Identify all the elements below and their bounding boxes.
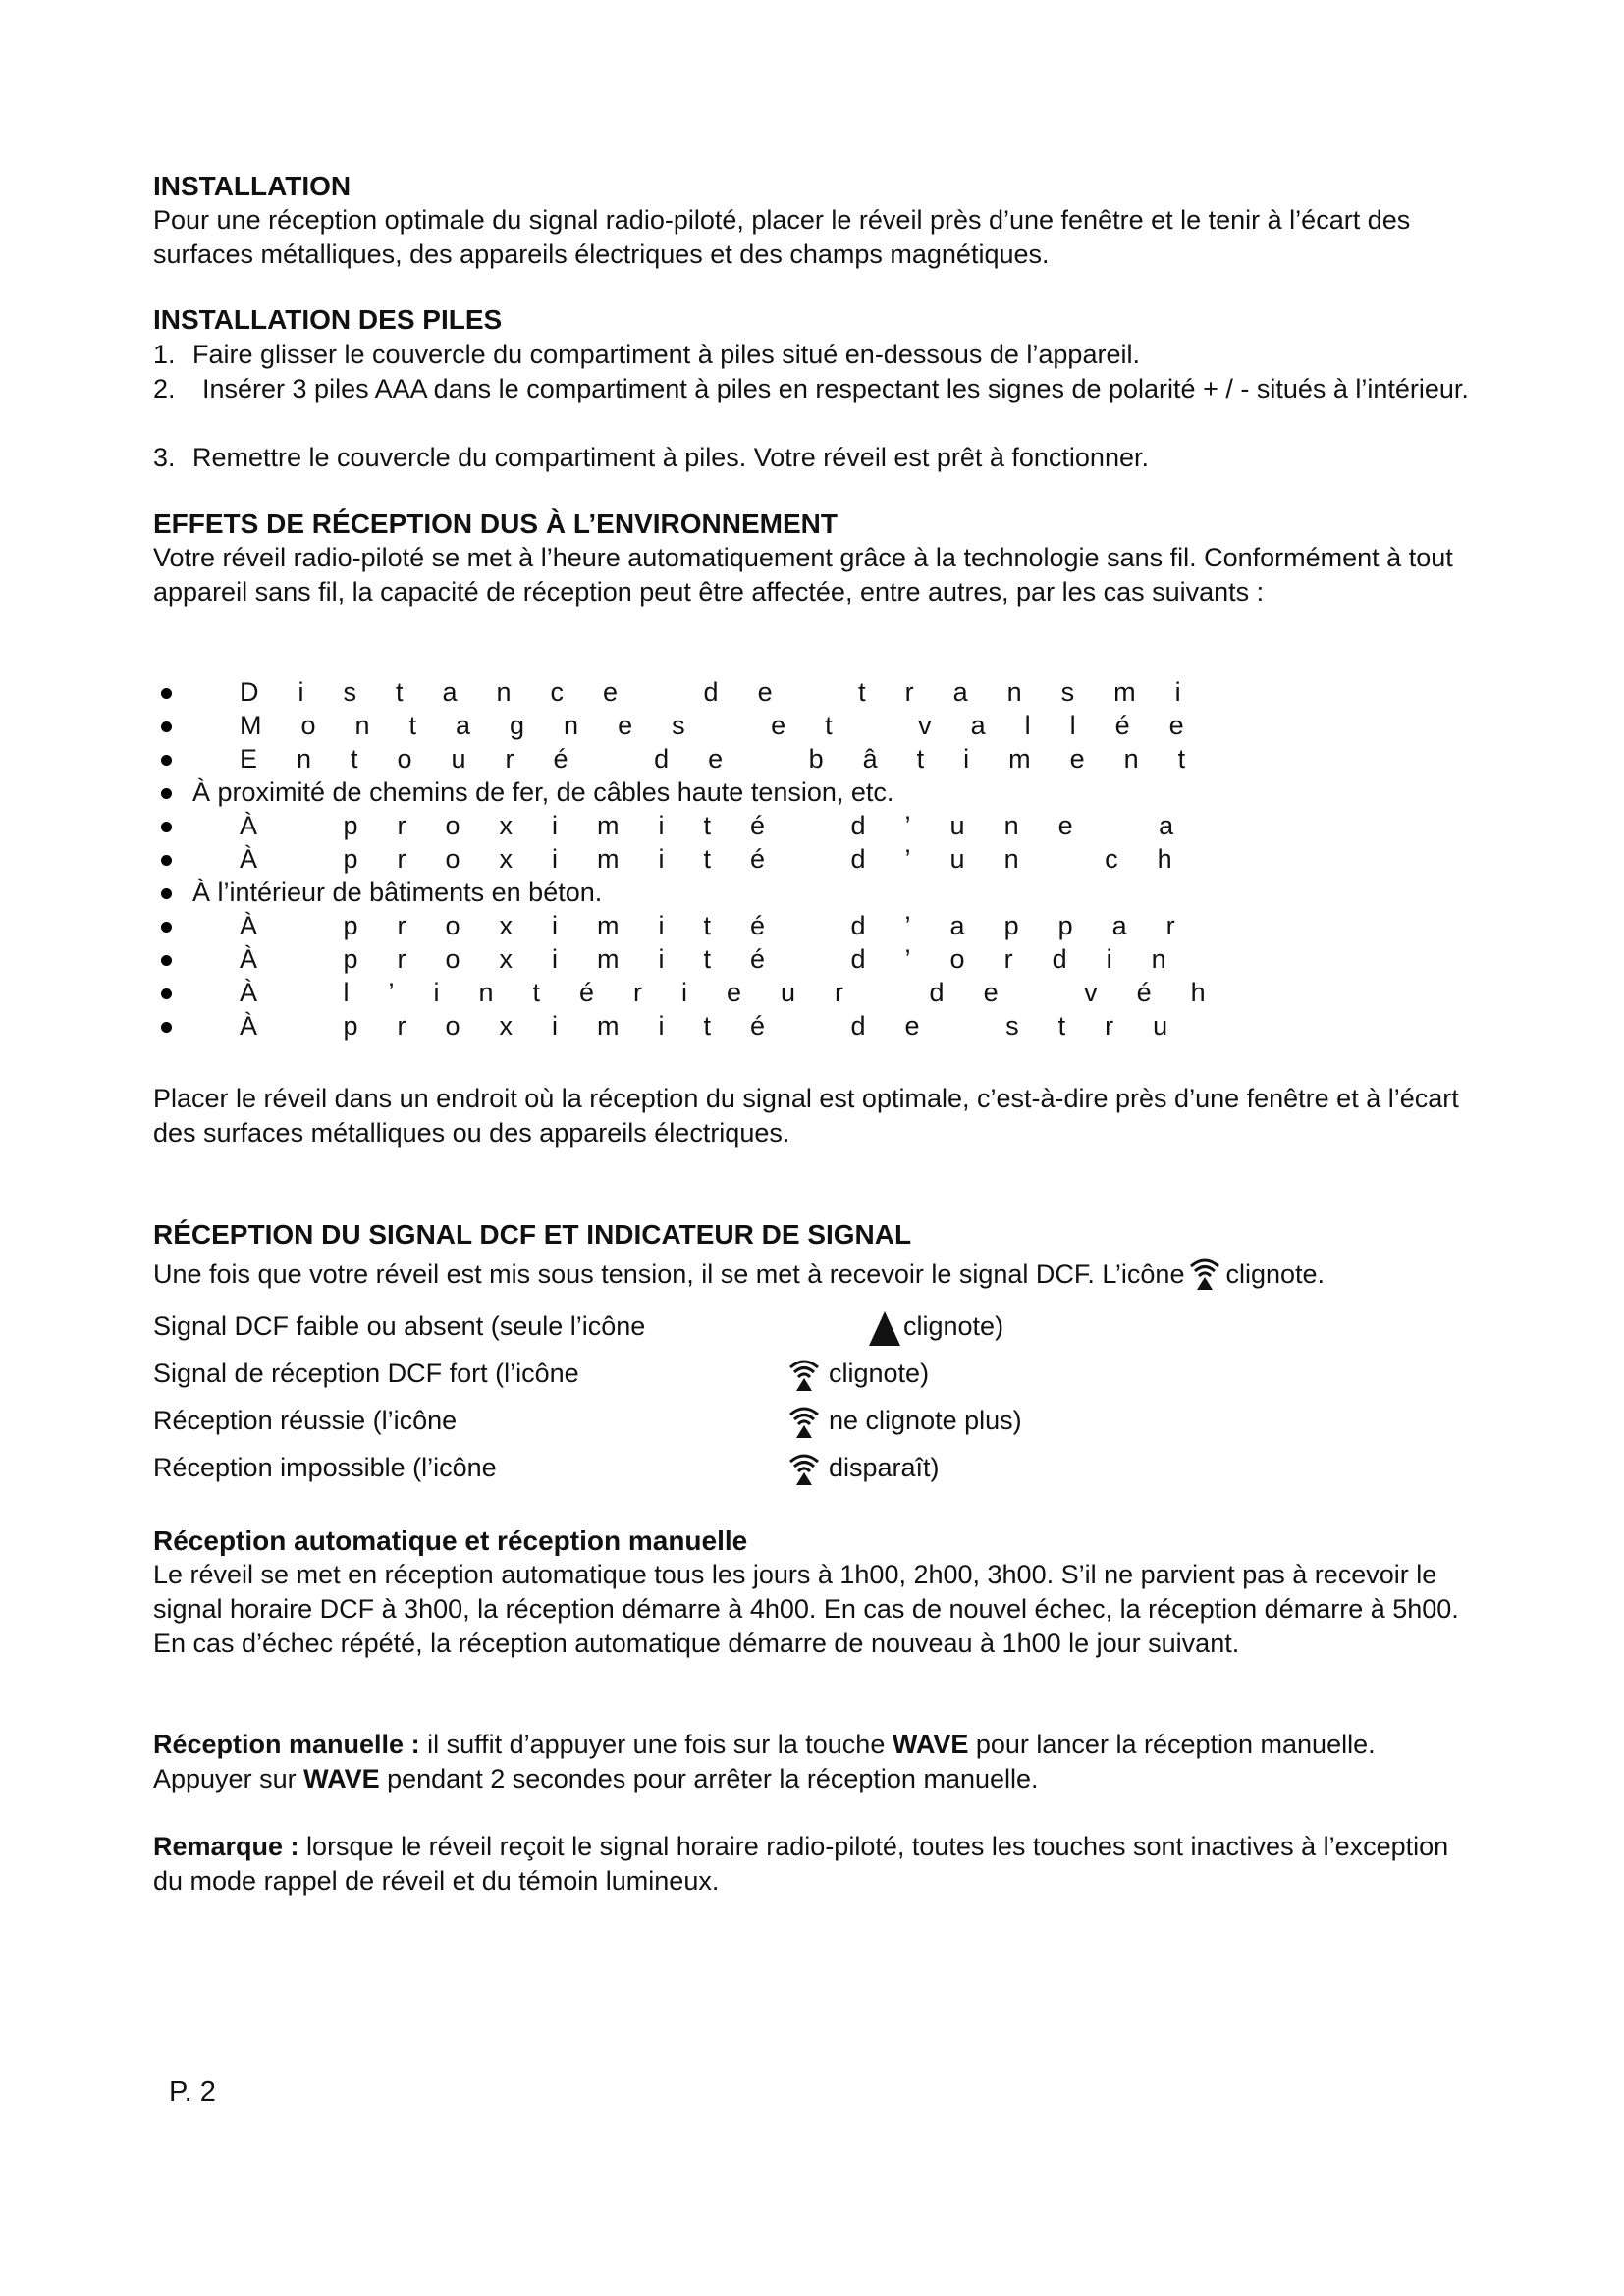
manual-text-3: pendant 2 secondes pour arrêter la réception manuelle. [379, 1764, 1039, 1793]
signal-row-label: Réception réussie (l’icône [153, 1406, 458, 1435]
bullet-icon [161, 755, 172, 766]
bullet-text: Entouré de bâtiment [240, 744, 1225, 774]
step-number: 2. [153, 374, 176, 403]
bullet-icon [161, 955, 172, 966]
effets-bullet-list [153, 675, 1547, 1042]
dcf-heading: RÉCEPTION DU SIGNAL DCF ET INDICATEUR DE SIGNAL [153, 1219, 912, 1250]
list-item [153, 775, 1547, 809]
list-item [153, 709, 1547, 742]
effets-closing-section [153, 1082, 1489, 1150]
dcf-intro-text: Une fois que votre réveil est mis sous tension, il se met à recevoir le signal DCF. L’icône [153, 1259, 1185, 1289]
list-item [153, 876, 1547, 909]
installation-body: Pour une réception optimale du signal radio-piloté, placer le réveil près d’une fenêtre et le tenir à l’écart des surfaces métalliques, des appareils électriques et des champs magnétiques. [153, 205, 1411, 269]
signal-row-label: Signal DCF faible ou absent (seule l’icône [153, 1311, 646, 1341]
signal-wave-icon [1188, 1255, 1221, 1293]
piles-heading: INSTALLATION DES PILES [153, 304, 503, 335]
list-item [153, 338, 1528, 372]
list-item [153, 842, 1547, 876]
step-text: Faire glisser le couvercle du compartiment à piles situé en-dessous de l’appareil. [192, 340, 1140, 369]
signal-row-success [153, 1404, 1430, 1443]
bullet-text: À proximité de chemins de fer, de câbles haute tension, etc. [192, 777, 894, 807]
list-item [153, 675, 1547, 709]
signal-row-failed [153, 1451, 1430, 1490]
remark-paragraph [153, 1830, 1469, 1898]
page-number: P. 2 [169, 2076, 216, 2108]
auto-body: Le réveil se met en réception automatique tous les jours à 1h00, 2h00, 3h00. S’il ne parvient pas à recevoir le signal horaire DCF à 3h00, la réception démarre à 4h00. En cas de nouvel échec, la réception démarre à 5h00. En cas d’échec répété, la réception automatique démarre de nouveau à 1h00 le jour suivant. [153, 1560, 1459, 1658]
signal-row-status: clignote) [903, 1311, 1004, 1341]
manual-text-2: pour lancer la réception manuelle. Appuyer sur [153, 1730, 1376, 1793]
signal-row-status: clignote) [829, 1359, 930, 1388]
bullet-text: À proximité d’ordin [240, 944, 1206, 974]
bullet-text: Montagnes et vallée [240, 711, 1223, 740]
bullet-text: À proximité d’appar [240, 911, 1215, 940]
bullet-icon [161, 888, 172, 899]
bullet-icon [161, 988, 172, 999]
bullet-text: À proximité de stru [240, 1011, 1208, 1041]
manual-paragraph [153, 1728, 1469, 1796]
bullet-icon [161, 1022, 172, 1033]
list-item [153, 976, 1547, 1009]
manual-label: Réception manuelle : [153, 1730, 420, 1759]
list-item [153, 809, 1547, 842]
remark-section [153, 1830, 1489, 1898]
list-item [153, 909, 1547, 942]
bullet-icon [161, 855, 172, 866]
list-item [153, 742, 1547, 775]
signal-row-weak [153, 1309, 1430, 1349]
installation-heading: INSTALLATION [153, 171, 352, 201]
piles-steps [153, 338, 1528, 475]
list-item [153, 942, 1547, 976]
step-text: Insérer 3 piles AAA dans le compartiment à piles en respectant les signes de polarité + / - situés à l’intérieur. [202, 374, 1469, 403]
dcf-section [153, 1217, 1489, 1293]
effets-body: Votre réveil radio-piloté se met à l’heure automatiquement grâce à la technologie sans fil. Conformément à tout appareil sans fil, la capacité de réception peut être affectée, entre autres, par les cas suivants : [153, 543, 1453, 607]
manual-text-1: il suffit d’appuyer une fois sur la touche [419, 1730, 893, 1759]
effets-heading: EFFETS DE RÉCEPTION DUS À L’ENVIRONNEMENT [153, 508, 838, 539]
signal-row-label: Signal de réception DCF fort (l’icône [153, 1359, 579, 1388]
signal-row-status: disparaît) [829, 1453, 940, 1482]
effets-closing: Placer le réveil dans un endroit où la réception du signal est optimale, c’est-à-dire près d’une fenêtre et à l’écart des surfaces métalliques ou des appareils électriques. [153, 1084, 1459, 1148]
bullet-text: Distance de transmi [240, 677, 1220, 707]
dcf-intro-after: clignote. [1225, 1259, 1326, 1289]
bullet-text: À l’intérieur de bâtiments en béton. [192, 878, 603, 907]
list-item [153, 1009, 1547, 1042]
bullet-text: À proximité d’un ch [240, 844, 1212, 874]
bullet-icon [161, 688, 172, 699]
remark-label: Remarque : [153, 1832, 299, 1861]
bullet-icon [161, 788, 172, 799]
bullet-icon [161, 822, 172, 832]
signal-wave-icon [787, 1404, 821, 1441]
signal-wave-icon [787, 1451, 821, 1488]
wave-key-label: WAVE [303, 1764, 380, 1793]
bullet-text: À proximité d’une a [240, 811, 1214, 840]
piles-section [153, 302, 1489, 337]
signal-row-status: ne clignote plus) [829, 1406, 1022, 1435]
signal-wave-icon [787, 1357, 821, 1394]
signal-row-strong [153, 1357, 1430, 1396]
signal-row-label: Réception impossible (l’icône [153, 1453, 497, 1482]
bullet-icon [161, 721, 172, 732]
list-item [153, 441, 1528, 475]
wave-key-label: WAVE [892, 1730, 969, 1759]
auto-heading: Réception automatique et réception manuelle [153, 1525, 748, 1556]
effets-section [153, 507, 1489, 610]
remark-text: lorsque le réveil reçoit le signal horaire radio-piloté, toutes les touches sont inactives à l’exception du mode rappel de réveil et du témoin lumineux. [153, 1832, 1449, 1896]
auto-section [153, 1523, 1489, 1661]
installation-section [153, 169, 1489, 272]
dcf-intro [153, 1255, 1489, 1293]
step-number: 1. [153, 340, 176, 369]
step-number: 3. [153, 443, 176, 472]
bullet-icon [161, 922, 172, 933]
antenna-base-icon [868, 1309, 901, 1347]
bullet-text: À l’intérieur de véh [240, 978, 1245, 1007]
manual-section [153, 1728, 1489, 1796]
step-text: Remettre le couvercle du compartiment à piles. Votre réveil est prêt à fonctionner. [192, 443, 1149, 472]
list-item [153, 372, 1528, 441]
